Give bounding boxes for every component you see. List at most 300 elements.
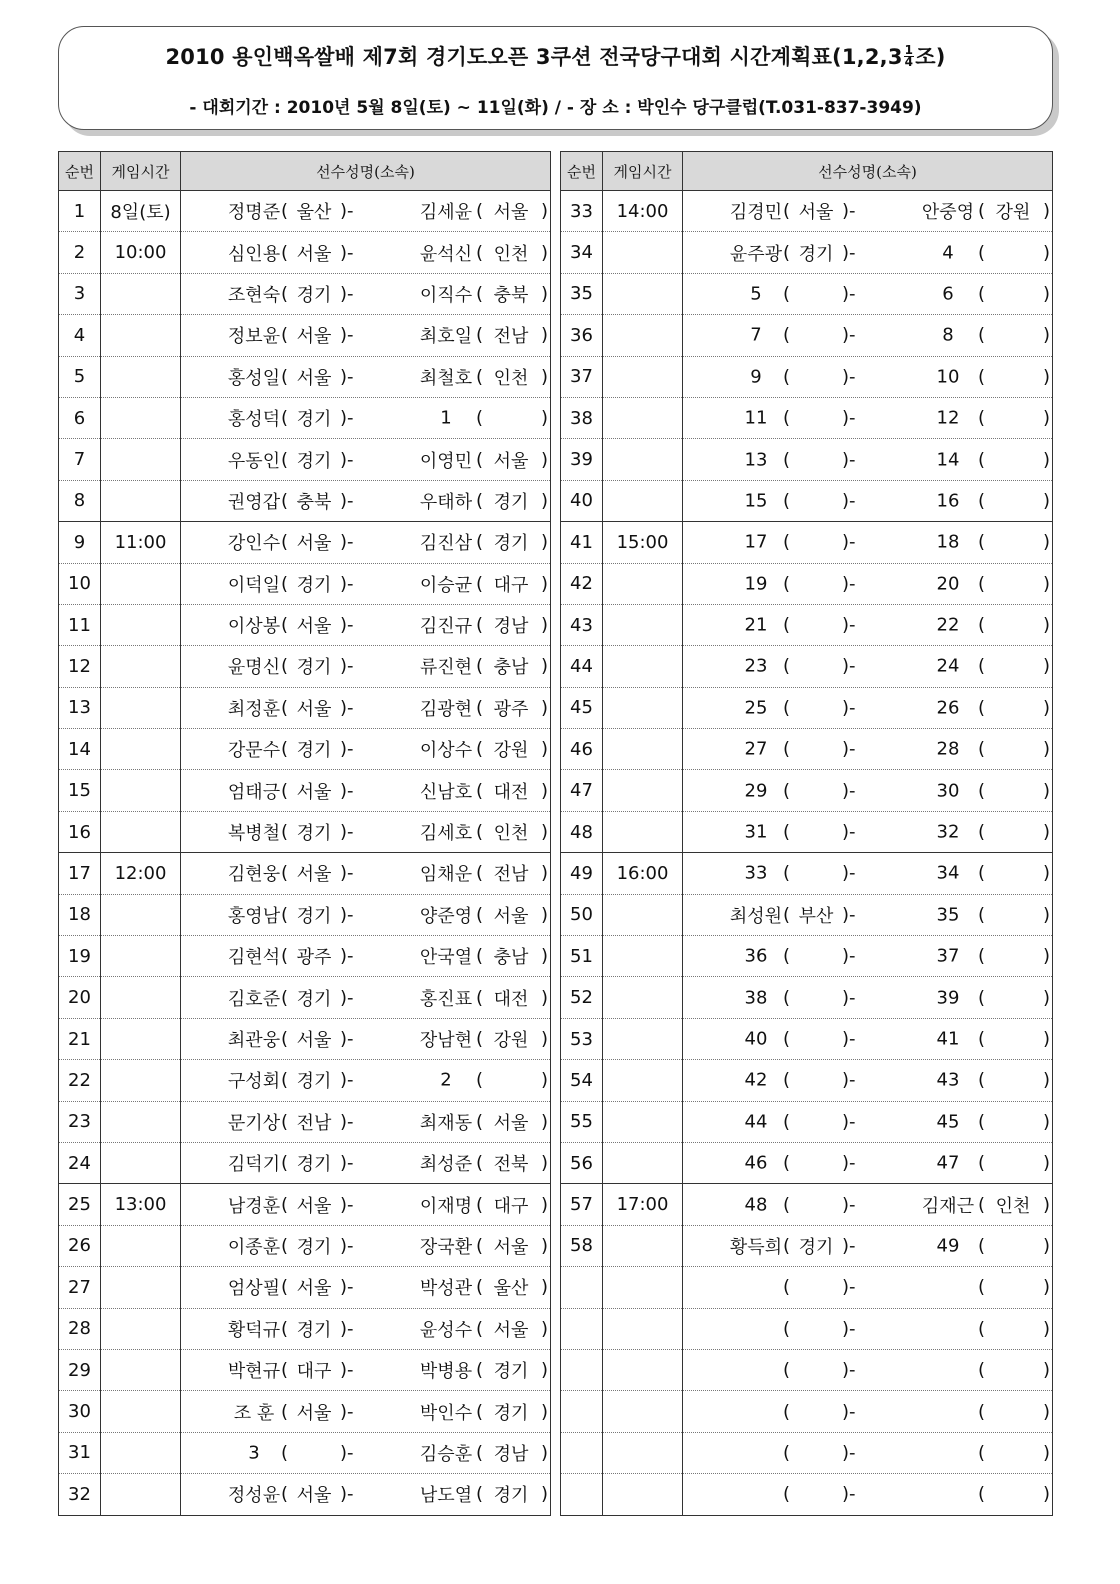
open-paren: ( bbox=[783, 449, 791, 471]
table-row bbox=[561, 1267, 1053, 1308]
close-paren: ) bbox=[541, 1318, 549, 1340]
open-paren: ( bbox=[978, 1359, 986, 1381]
page-title bbox=[59, 41, 1052, 71]
match-players bbox=[683, 1060, 1053, 1101]
schedule-body-right bbox=[561, 191, 1053, 1516]
table-row bbox=[59, 894, 551, 935]
close-paren: ) bbox=[1043, 1069, 1051, 1091]
open-paren: ( bbox=[978, 1111, 986, 1133]
row-number: 18 bbox=[59, 894, 101, 935]
versus-separator: )- bbox=[842, 655, 856, 677]
open-paren: ( bbox=[783, 366, 791, 388]
versus-separator: )- bbox=[340, 614, 354, 636]
player1-name: 홍영남 bbox=[227, 905, 281, 927]
open-paren: ( bbox=[978, 1069, 986, 1091]
player1-affiliation: 서울 bbox=[296, 367, 332, 389]
player2-name: 안중영 bbox=[921, 202, 975, 224]
player1-name: 문기상 bbox=[227, 1112, 281, 1134]
close-paren: ) bbox=[1043, 655, 1051, 677]
row-number: 29 bbox=[59, 1349, 101, 1390]
match-players bbox=[181, 1225, 551, 1266]
open-paren: ( bbox=[476, 1483, 484, 1505]
row-number: 48 bbox=[561, 811, 603, 852]
player1-name: 박현규 bbox=[227, 1361, 281, 1383]
player2-name: 홍진표 bbox=[419, 988, 473, 1010]
table-row bbox=[561, 1432, 1053, 1473]
player1-name: 윤주광 bbox=[729, 243, 783, 265]
fraction-denominator: 4 bbox=[904, 54, 914, 69]
close-paren: ) bbox=[541, 614, 549, 636]
versus-separator: )- bbox=[340, 738, 354, 760]
open-paren: ( bbox=[783, 945, 791, 967]
player1-affiliation: 경기 bbox=[296, 1154, 332, 1176]
open-paren: ( bbox=[783, 1028, 791, 1050]
versus-separator: )- bbox=[340, 490, 354, 512]
close-paren: ) bbox=[541, 1069, 549, 1091]
open-paren: ( bbox=[281, 531, 289, 553]
match-players bbox=[683, 687, 1053, 728]
close-paren: ) bbox=[1043, 1276, 1051, 1298]
player2-name: 47 bbox=[936, 1152, 960, 1174]
match-players bbox=[683, 1474, 1053, 1515]
close-paren: ) bbox=[1043, 324, 1051, 346]
player1-name: 엄태긍 bbox=[227, 781, 281, 803]
row-number bbox=[561, 1432, 603, 1473]
versus-separator: )- bbox=[842, 987, 856, 1009]
game-time bbox=[603, 936, 683, 977]
row-number: 38 bbox=[561, 397, 603, 438]
player2-name: 우태하 bbox=[419, 491, 473, 513]
row-number: 43 bbox=[561, 604, 603, 645]
player2-name: 2 bbox=[440, 1069, 452, 1091]
versus-separator: )- bbox=[340, 780, 354, 802]
table-row bbox=[59, 977, 551, 1018]
player2-name: 윤성수 bbox=[419, 1319, 473, 1341]
player1-name: 구성회 bbox=[227, 1071, 281, 1093]
player2-affiliation: 서울 bbox=[493, 1319, 529, 1341]
player1-name: 권영갑 bbox=[227, 491, 281, 513]
open-paren: ( bbox=[281, 655, 289, 677]
close-paren: ) bbox=[541, 945, 549, 967]
player2-name: 김세호 bbox=[419, 823, 473, 845]
table-row bbox=[59, 191, 551, 232]
open-paren: ( bbox=[281, 697, 289, 719]
row-number: 12 bbox=[59, 646, 101, 687]
match-players bbox=[683, 1391, 1053, 1432]
player2-name: 35 bbox=[936, 904, 960, 926]
close-paren: ) bbox=[1043, 904, 1051, 926]
row-number: 17 bbox=[59, 853, 101, 894]
player1-affiliation: 경기 bbox=[296, 823, 332, 845]
close-paren: ) bbox=[1043, 490, 1051, 512]
header-box bbox=[58, 26, 1053, 130]
open-paren: ( bbox=[476, 200, 484, 222]
match-players bbox=[181, 936, 551, 977]
versus-separator: )- bbox=[340, 1235, 354, 1257]
open-paren: ( bbox=[476, 655, 484, 677]
versus-separator: )- bbox=[842, 283, 856, 305]
close-paren: ) bbox=[1043, 1028, 1051, 1050]
player2-name: 이승균 bbox=[419, 574, 473, 596]
player1-affiliation: 경기 bbox=[296, 1236, 332, 1258]
player2-name: 39 bbox=[936, 987, 960, 1009]
table-row bbox=[59, 1060, 551, 1101]
open-paren: ( bbox=[281, 945, 289, 967]
player2-name: 45 bbox=[936, 1111, 960, 1133]
versus-separator: )- bbox=[842, 1276, 856, 1298]
player2-name: 18 bbox=[936, 531, 960, 553]
player1-name: 심인용 bbox=[227, 243, 281, 265]
match-players bbox=[181, 1391, 551, 1432]
game-time bbox=[101, 1432, 181, 1473]
close-paren: ) bbox=[541, 449, 549, 471]
open-paren: ( bbox=[978, 1318, 986, 1340]
close-paren: ) bbox=[1043, 821, 1051, 843]
close-paren: ) bbox=[541, 904, 549, 926]
col-header-no: 순번 bbox=[561, 152, 603, 191]
player1-name: 21 bbox=[744, 614, 768, 636]
open-paren: ( bbox=[783, 200, 791, 222]
match-players bbox=[181, 770, 551, 811]
versus-separator: )- bbox=[842, 1442, 856, 1464]
versus-separator: )- bbox=[842, 904, 856, 926]
player2-name: 박성관 bbox=[419, 1278, 473, 1300]
game-time bbox=[101, 687, 181, 728]
row-number: 51 bbox=[561, 936, 603, 977]
versus-separator: )- bbox=[340, 324, 354, 346]
player1-affiliation: 경기 bbox=[296, 988, 332, 1010]
open-paren: ( bbox=[978, 821, 986, 843]
game-time bbox=[603, 729, 683, 770]
open-paren: ( bbox=[783, 1069, 791, 1091]
table-row bbox=[561, 977, 1053, 1018]
close-paren: ) bbox=[541, 1152, 549, 1174]
match-players bbox=[683, 1184, 1053, 1225]
match-players bbox=[683, 977, 1053, 1018]
player1-name: 김현석 bbox=[227, 947, 281, 969]
versus-separator: )- bbox=[340, 531, 354, 553]
versus-separator: )- bbox=[340, 407, 354, 429]
player2-name: 장국환 bbox=[419, 1236, 473, 1258]
game-time bbox=[603, 687, 683, 728]
game-time bbox=[101, 729, 181, 770]
game-time bbox=[101, 397, 181, 438]
close-paren: ) bbox=[1043, 1152, 1051, 1174]
versus-separator: )- bbox=[340, 1401, 354, 1423]
table-row bbox=[59, 729, 551, 770]
player1-affiliation: 경기 bbox=[296, 450, 332, 472]
table-row bbox=[59, 1225, 551, 1266]
row-number: 5 bbox=[59, 356, 101, 397]
row-number: 45 bbox=[561, 687, 603, 728]
player2-affiliation: 서울 bbox=[493, 1112, 529, 1134]
row-number: 11 bbox=[59, 604, 101, 645]
open-paren: ( bbox=[281, 283, 289, 305]
close-paren: ) bbox=[1043, 366, 1051, 388]
game-time: 16:00 bbox=[603, 853, 683, 894]
row-number: 8 bbox=[59, 480, 101, 521]
open-paren: ( bbox=[978, 697, 986, 719]
close-paren: ) bbox=[1043, 614, 1051, 636]
player1-name: 이덕일 bbox=[227, 574, 281, 596]
title-text: 2010 용인백옥쌀배 제7회 경기도오픈 3쿠션 전국당구대회 시간계획표(1,2,3 bbox=[165, 45, 903, 69]
match-players bbox=[181, 604, 551, 645]
open-paren: ( bbox=[476, 780, 484, 802]
versus-separator: )- bbox=[340, 1069, 354, 1091]
player2-name: 32 bbox=[936, 821, 960, 843]
match-players bbox=[683, 563, 1053, 604]
player1-name: 11 bbox=[744, 407, 768, 429]
versus-separator: )- bbox=[340, 821, 354, 843]
player1-name: 36 bbox=[744, 945, 768, 967]
player2-affiliation: 인천 bbox=[493, 243, 529, 265]
match-players bbox=[683, 1225, 1053, 1266]
open-paren: ( bbox=[978, 242, 986, 264]
player1-affiliation: 경기 bbox=[296, 740, 332, 762]
table-row bbox=[561, 1060, 1053, 1101]
close-paren: ) bbox=[1043, 738, 1051, 760]
game-time: 12:00 bbox=[101, 853, 181, 894]
match-players bbox=[683, 232, 1053, 273]
close-paren: ) bbox=[541, 987, 549, 1009]
player1-name: 최관웅 bbox=[227, 1030, 281, 1051]
versus-separator: )- bbox=[842, 821, 856, 843]
table-row bbox=[561, 522, 1053, 563]
match-players bbox=[181, 977, 551, 1018]
table-header bbox=[561, 152, 1053, 191]
row-number: 49 bbox=[561, 853, 603, 894]
schedule-table-right bbox=[560, 151, 1053, 1516]
row-number: 19 bbox=[59, 936, 101, 977]
match-players bbox=[181, 273, 551, 314]
open-paren: ( bbox=[476, 573, 484, 595]
versus-separator: )- bbox=[842, 1483, 856, 1505]
open-paren: ( bbox=[281, 573, 289, 595]
player1-name: 홍성일 bbox=[227, 367, 281, 389]
close-paren: ) bbox=[541, 655, 549, 677]
player2-name: 김광현 bbox=[419, 698, 473, 720]
row-number bbox=[561, 1308, 603, 1349]
open-paren: ( bbox=[978, 987, 986, 1009]
player1-affiliation: 서울 bbox=[296, 326, 332, 348]
open-paren: ( bbox=[783, 655, 791, 677]
player1-name: 최정훈 bbox=[227, 698, 281, 720]
versus-separator: )- bbox=[340, 945, 354, 967]
table-row bbox=[561, 1391, 1053, 1432]
player1-name: 9 bbox=[750, 366, 762, 388]
match-players bbox=[683, 273, 1053, 314]
game-time: 13:00 bbox=[101, 1184, 181, 1225]
player1-name: 홍성덕 bbox=[227, 409, 281, 431]
table-row bbox=[561, 1349, 1053, 1390]
player2-name: 4 bbox=[942, 242, 954, 264]
close-paren: ) bbox=[541, 1401, 549, 1423]
game-time: 17:00 bbox=[603, 1184, 683, 1225]
game-time bbox=[101, 1018, 181, 1059]
game-time bbox=[603, 1474, 683, 1515]
player1-affiliation: 경기 bbox=[798, 243, 834, 265]
table-row bbox=[59, 936, 551, 977]
player1-affiliation: 대구 bbox=[296, 1361, 332, 1383]
open-paren: ( bbox=[281, 862, 289, 884]
player2-affiliation: 경기 bbox=[493, 491, 529, 513]
game-time bbox=[603, 1267, 683, 1308]
match-players bbox=[181, 811, 551, 852]
player2-affiliation: 서울 bbox=[493, 450, 529, 472]
row-number: 4 bbox=[59, 315, 101, 356]
close-paren: ) bbox=[1043, 1111, 1051, 1133]
match-players bbox=[181, 356, 551, 397]
player1-name: 강문수 bbox=[227, 740, 281, 762]
game-time bbox=[603, 480, 683, 521]
table-row bbox=[561, 770, 1053, 811]
game-time bbox=[603, 646, 683, 687]
player2-name: 49 bbox=[936, 1235, 960, 1257]
open-paren: ( bbox=[281, 407, 289, 429]
player1-affiliation: 서울 bbox=[296, 1278, 332, 1300]
match-players bbox=[181, 1018, 551, 1059]
player2-name: 박병용 bbox=[419, 1361, 473, 1383]
open-paren: ( bbox=[281, 1152, 289, 1174]
versus-separator: )- bbox=[340, 987, 354, 1009]
player2-name: 류진현 bbox=[419, 657, 473, 679]
player1-name: 윤명신 bbox=[227, 657, 281, 679]
row-number: 23 bbox=[59, 1101, 101, 1142]
open-paren: ( bbox=[476, 1235, 484, 1257]
close-paren: ) bbox=[541, 283, 549, 305]
match-players bbox=[683, 936, 1053, 977]
versus-separator: )- bbox=[340, 1483, 354, 1505]
match-players bbox=[181, 894, 551, 935]
game-time bbox=[101, 1349, 181, 1390]
close-paren: ) bbox=[541, 242, 549, 264]
row-number: 30 bbox=[59, 1391, 101, 1432]
versus-separator: )- bbox=[842, 738, 856, 760]
game-time: 8일(토) bbox=[101, 191, 181, 232]
row-number: 2 bbox=[59, 232, 101, 273]
row-number: 50 bbox=[561, 894, 603, 935]
table-row bbox=[561, 687, 1053, 728]
close-paren: ) bbox=[541, 1194, 549, 1216]
open-paren: ( bbox=[476, 821, 484, 843]
row-number: 21 bbox=[59, 1018, 101, 1059]
table-row bbox=[561, 1142, 1053, 1183]
open-paren: ( bbox=[281, 780, 289, 802]
table-row bbox=[561, 811, 1053, 852]
table-row bbox=[561, 563, 1053, 604]
game-time bbox=[603, 1432, 683, 1473]
versus-separator: )- bbox=[340, 1318, 354, 1340]
player2-affiliation: 경기 bbox=[493, 533, 529, 555]
open-paren: ( bbox=[281, 242, 289, 264]
open-paren: ( bbox=[476, 1152, 484, 1174]
row-number: 14 bbox=[59, 729, 101, 770]
player2-name: 26 bbox=[936, 697, 960, 719]
player1-affiliation: 광주 bbox=[296, 947, 332, 969]
player2-affiliation: 서울 bbox=[493, 1236, 529, 1258]
versus-separator: )- bbox=[842, 1028, 856, 1050]
open-paren: ( bbox=[476, 324, 484, 346]
open-paren: ( bbox=[476, 1401, 484, 1423]
row-number: 47 bbox=[561, 770, 603, 811]
match-players bbox=[181, 315, 551, 356]
versus-separator: )- bbox=[340, 366, 354, 388]
match-players bbox=[181, 1349, 551, 1390]
match-players bbox=[181, 1060, 551, 1101]
close-paren: ) bbox=[541, 490, 549, 512]
open-paren: ( bbox=[476, 1442, 484, 1464]
open-paren: ( bbox=[978, 1152, 986, 1174]
player1-affiliation: 서울 bbox=[296, 616, 332, 638]
table-row bbox=[59, 1474, 551, 1515]
game-time: 10:00 bbox=[101, 232, 181, 273]
open-paren: ( bbox=[783, 697, 791, 719]
match-players bbox=[683, 480, 1053, 521]
game-time bbox=[101, 977, 181, 1018]
close-paren: ) bbox=[541, 1235, 549, 1257]
player1-name: 정명준 bbox=[227, 202, 281, 224]
table-row bbox=[59, 853, 551, 894]
match-players bbox=[181, 1184, 551, 1225]
row-number: 6 bbox=[59, 397, 101, 438]
match-players bbox=[683, 1267, 1053, 1308]
table-row bbox=[59, 439, 551, 480]
open-paren: ( bbox=[476, 614, 484, 636]
game-time bbox=[101, 894, 181, 935]
open-paren: ( bbox=[476, 1276, 484, 1298]
close-paren: ) bbox=[1043, 1483, 1051, 1505]
versus-separator: )- bbox=[340, 449, 354, 471]
player1-name: 33 bbox=[744, 862, 768, 884]
player1-affiliation: 서울 bbox=[296, 533, 332, 555]
player2-name: 24 bbox=[936, 655, 960, 677]
close-paren: ) bbox=[541, 200, 549, 222]
open-paren: ( bbox=[978, 283, 986, 305]
table-row bbox=[561, 853, 1053, 894]
player2-name: 이영민 bbox=[419, 450, 473, 472]
match-players bbox=[181, 191, 551, 232]
table-row bbox=[561, 729, 1053, 770]
table-row bbox=[561, 1308, 1053, 1349]
match-players bbox=[683, 522, 1053, 563]
versus-separator: )- bbox=[340, 697, 354, 719]
table-row bbox=[59, 1101, 551, 1142]
game-time bbox=[101, 480, 181, 521]
open-paren: ( bbox=[476, 738, 484, 760]
player1-name: 17 bbox=[744, 531, 768, 553]
player1-affiliation: 서울 bbox=[296, 243, 332, 265]
row-number: 46 bbox=[561, 729, 603, 770]
player2-name: 김세윤 bbox=[419, 202, 473, 224]
row-number: 25 bbox=[59, 1184, 101, 1225]
open-paren: ( bbox=[783, 324, 791, 346]
player1-affiliation: 서울 bbox=[798, 202, 834, 224]
match-players bbox=[181, 729, 551, 770]
open-paren: ( bbox=[783, 1194, 791, 1216]
game-time bbox=[603, 439, 683, 480]
player2-affiliation: 강원 bbox=[995, 202, 1031, 224]
player1-name: 우동인 bbox=[227, 450, 281, 472]
table-row bbox=[59, 563, 551, 604]
player1-affiliation: 경기 bbox=[296, 409, 332, 431]
open-paren: ( bbox=[783, 904, 791, 926]
versus-separator: )- bbox=[842, 449, 856, 471]
table-row bbox=[59, 687, 551, 728]
player2-name: 43 bbox=[936, 1069, 960, 1091]
row-number: 13 bbox=[59, 687, 101, 728]
match-players bbox=[181, 1101, 551, 1142]
open-paren: ( bbox=[476, 449, 484, 471]
